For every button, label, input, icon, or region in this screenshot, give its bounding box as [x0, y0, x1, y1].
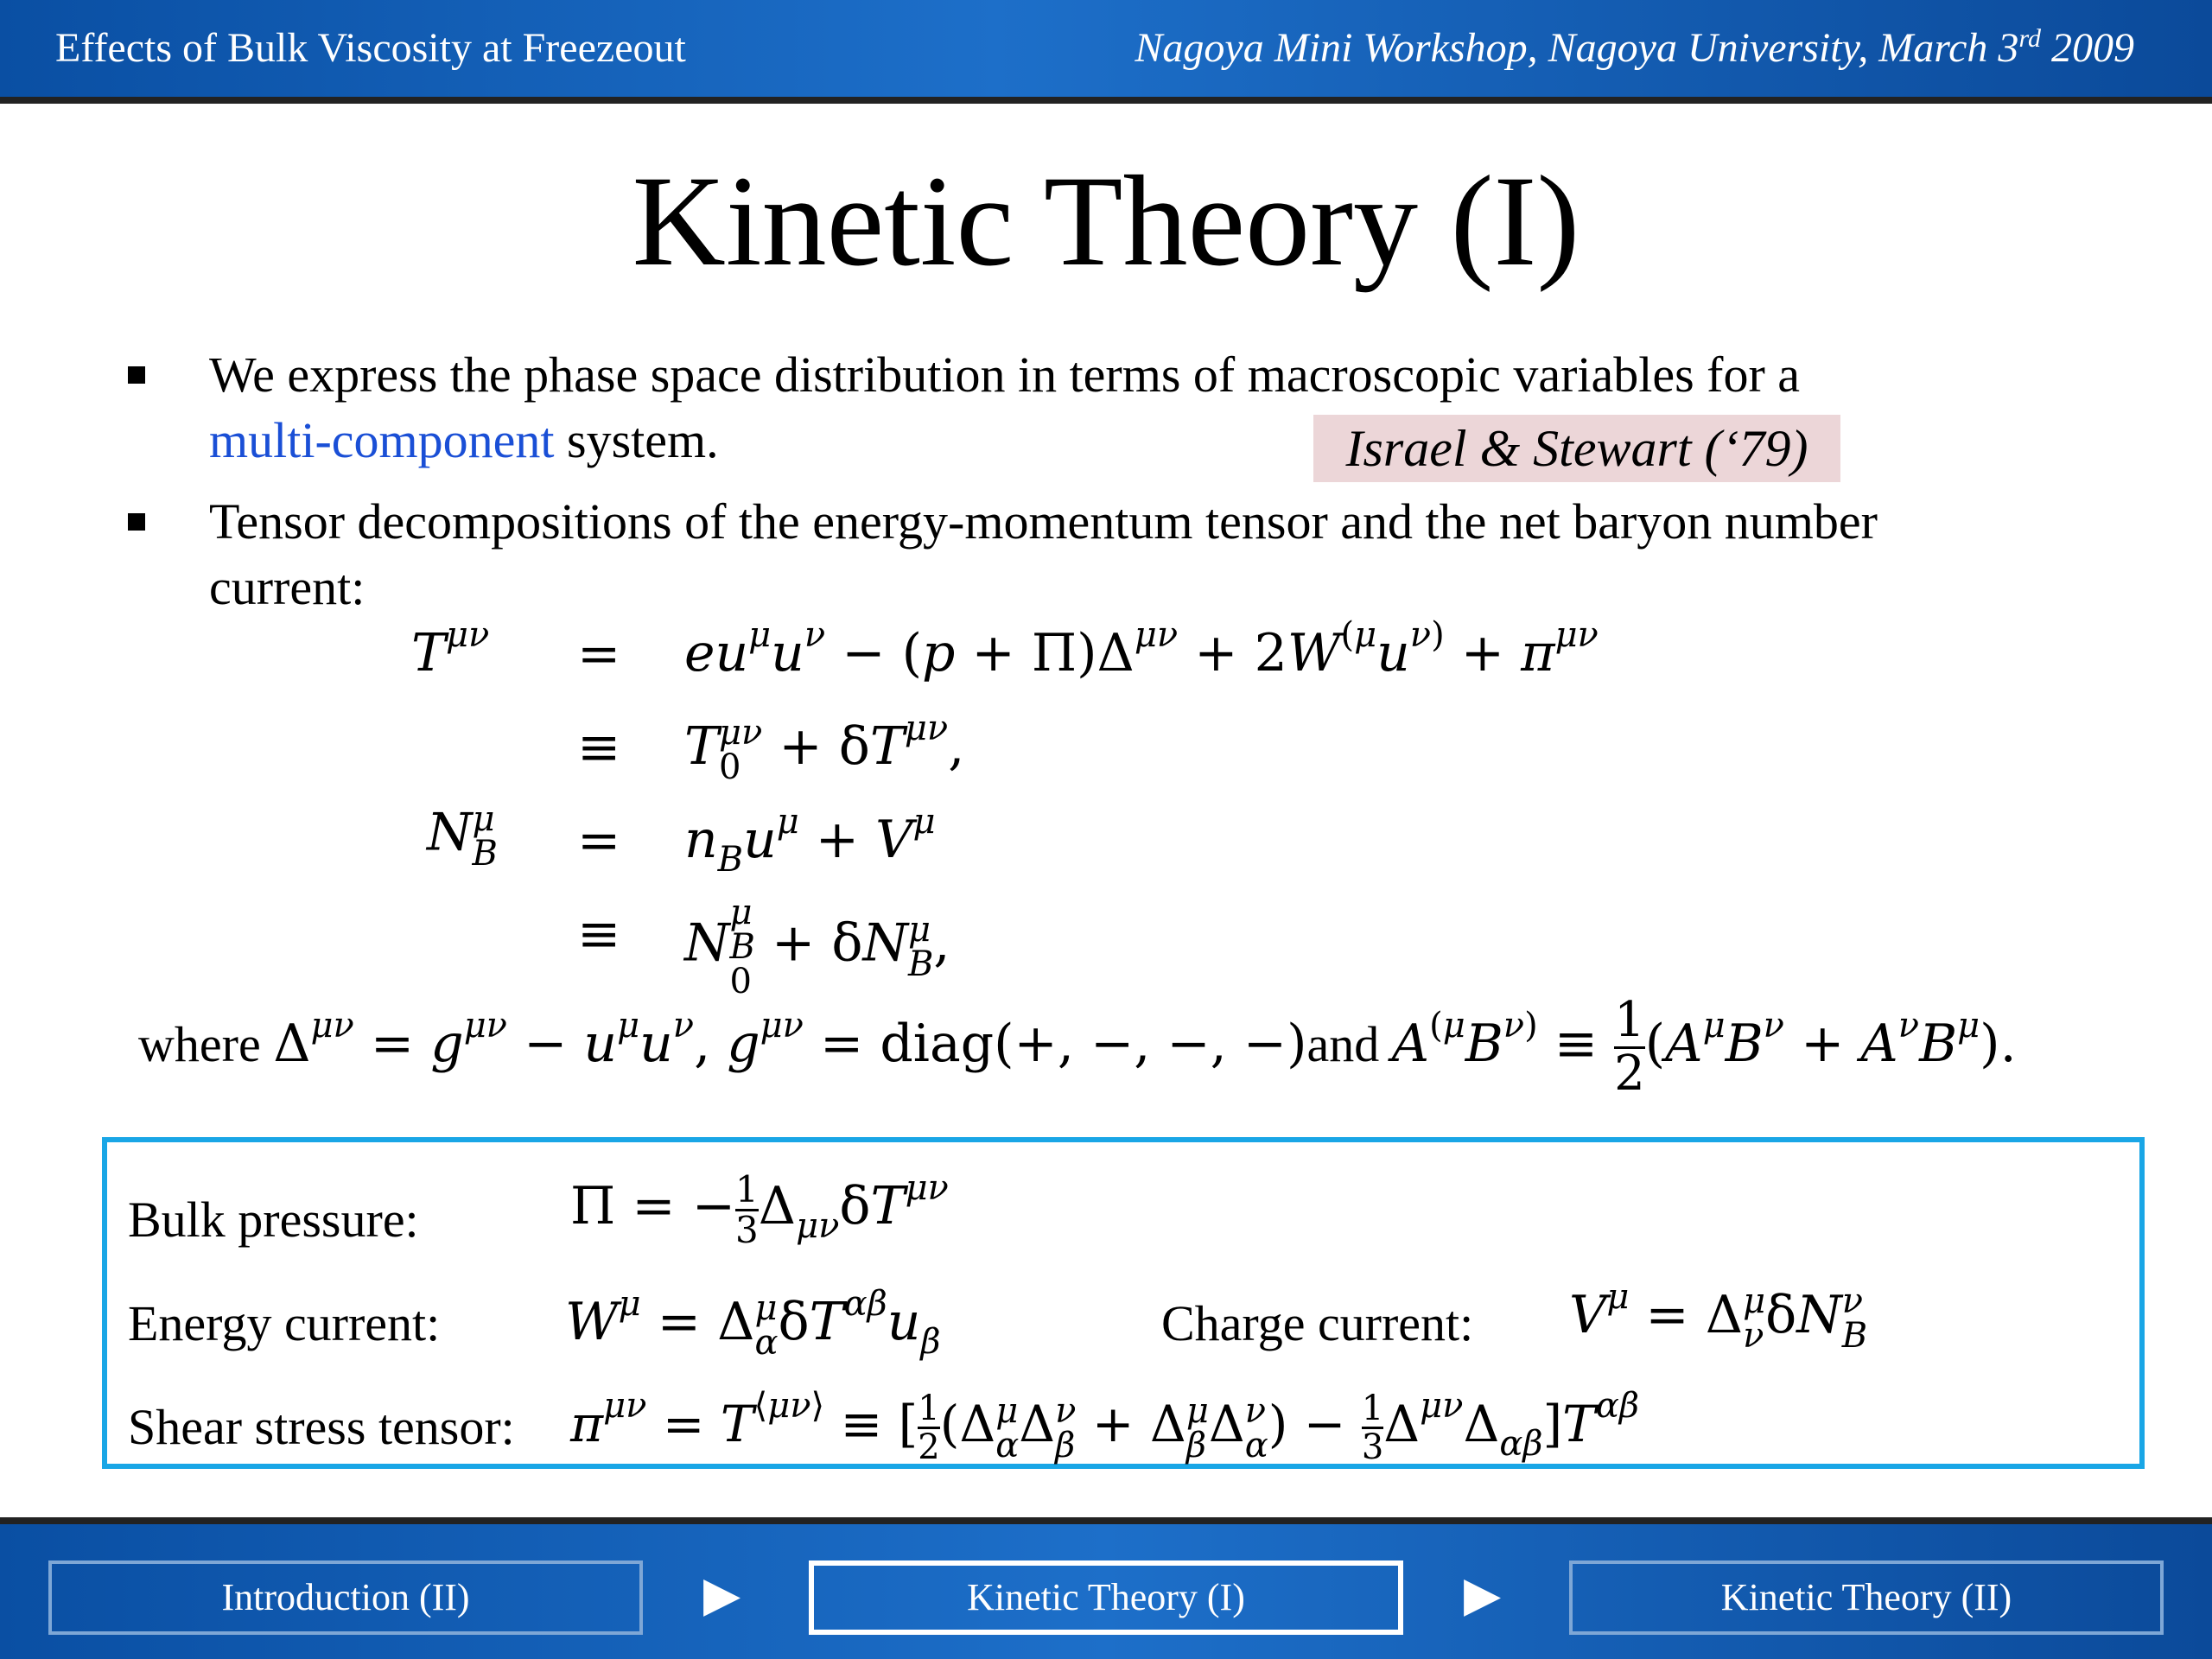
energy-current-formula: $W^\mu = \Delta$ μ α $\delta T^{\alpha\beta}u_\beta$ — [565, 1284, 941, 1363]
equation-equiv: ≡ — [577, 904, 621, 964]
nav-current-button[interactable]: Kinetic Theory (I) — [809, 1560, 1403, 1635]
workshop-info: Nagoya Mini Workshop, Nagoya University, March 3rd 2009 — [1135, 24, 2134, 71]
nav-next-button[interactable]: Kinetic Theory (II) — [1569, 1560, 2164, 1635]
bullet-text-2: Tensor decompositions of the energy-momentum tensor and the net baryon number current: — [209, 493, 1878, 615]
shear-stress-formula: $\pi^{\mu\nu} = T^{⟨\mu\nu⟩}$ ≡ [ $\frac{1}{2}$ (Δ μ α Δ ν β + Δ μ β Δ ν α ) − $\frac{1}{3}$ $\Delta^{\mu\nu}\Delta_{\alpha\beta}]T^{\alpha\beta}$ — [570, 1386, 1639, 1468]
footer-nav-bar — [0, 1517, 2212, 1659]
slide-title: Kinetic Theory (I) — [632, 149, 1580, 293]
nav-prev-button[interactable]: Introduction (II) — [48, 1560, 643, 1635]
bullet-square-icon — [128, 513, 145, 531]
bulk-pressure-label: Bulk pressure: — [128, 1192, 419, 1248]
equation-rhs-1: $eu^\mu u^\nu - (p + \Pi)\Delta^{\mu\nu} + 2W^{(\mu}u^{\nu)} + \pi^{\mu\nu}$ — [684, 615, 1599, 683]
definition-line: where $\Delta^{\mu\nu} = g^{\mu\nu} - u^\mu u^\nu$, $g^{\mu\nu}$ = diag(+, −, −, −)and $A^{(\mu}B^{\nu)}$ ≡ $\frac{1}{2}$ $(A^\mu B^\nu + A^\nu B^\mu)$. — [138, 992, 2017, 1102]
equation-equiv: ≡ — [577, 717, 621, 778]
bullet-text-1: We express the phase space distribution in terms of macroscopic variables for a multi-component system. — [209, 346, 1801, 468]
definitions-box — [102, 1137, 2145, 1469]
citation-box: Israel & Stewart (‘79) — [1313, 415, 1840, 482]
equation-equals: = — [577, 810, 621, 871]
presentation-title: Effects of Bulk Viscosity at Freezeout — [55, 25, 686, 71]
bulk-pressure-formula: Π = − $\frac{1}{3}$ $\Delta_{\mu\nu}\delta T^{\mu\nu}$ — [570, 1167, 949, 1251]
charge-current-label: Charge current: — [1161, 1295, 1474, 1351]
charge-current-formula: $V^\mu = \Delta$ μ ν δN ν B — [1569, 1277, 1868, 1357]
bullet-square-icon — [128, 366, 145, 384]
equation-lhs-T: $T^{\mu\nu}$ — [411, 615, 490, 683]
equation-rhs-3: $n_Bu^\mu + V^\mu$ — [684, 802, 936, 880]
equation-rhs-4: N μ B 0 + δN μ B , — [684, 893, 950, 1001]
nav-arrow-icon: ▶ — [1464, 1568, 1502, 1622]
energy-current-label: Energy current: — [128, 1295, 441, 1351]
shear-stress-label: Shear stress tensor: — [128, 1399, 515, 1455]
equation-lhs-N: N μ B — [427, 799, 498, 874]
header-bar — [0, 0, 2212, 104]
multi-component-link[interactable]: multi-component — [209, 412, 555, 468]
equation-equals: = — [577, 624, 621, 684]
nav-arrow-icon: ▶ — [703, 1568, 741, 1622]
equation-rhs-2: T μν 0 + $\delta T^{\mu\nu}$, — [684, 709, 965, 788]
